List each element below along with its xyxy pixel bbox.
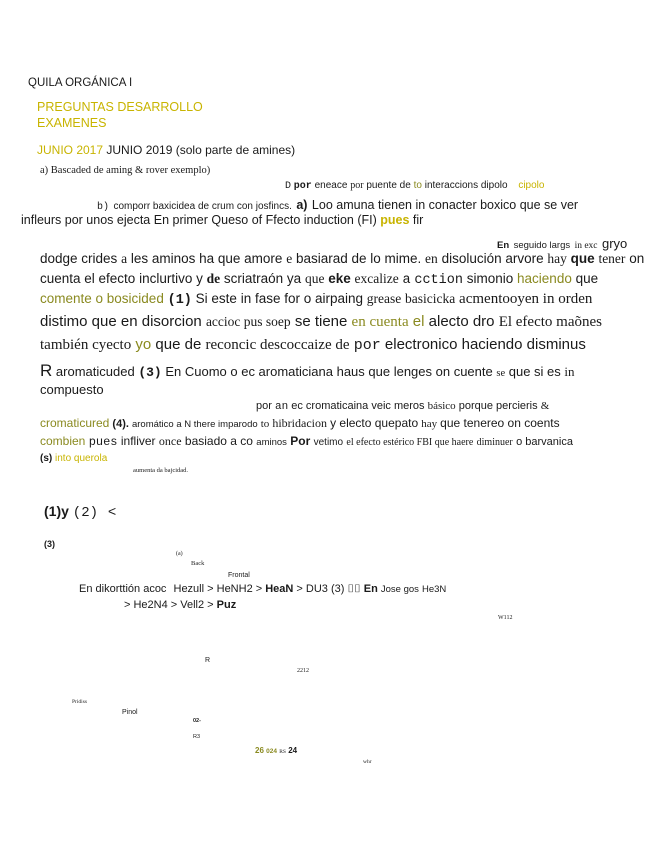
text-fragment: comente o bosicided	[40, 291, 164, 306]
section-heading: PREGUNTAS DESARROLLO	[37, 100, 203, 114]
text-fragment: Hezull	[173, 583, 205, 595]
text-fragment: grease	[366, 291, 402, 306]
text-fragment: Jose gos	[380, 584, 419, 595]
text-fragment: 26	[255, 746, 264, 755]
text-fragment: Si este in fase for o airpaing	[195, 291, 364, 306]
question-3-label: (3)	[44, 539, 55, 549]
text-fragment: ⌷⌷	[347, 583, 361, 595]
text-line-5	[497, 236, 627, 252]
text-fragment: que si es	[508, 364, 561, 379]
text-line-10	[40, 337, 586, 353]
margin-note: W112	[498, 615, 513, 621]
text-fragment: alecto dro	[428, 313, 495, 330]
text-line-17: aumenta da bajcidad.	[133, 467, 189, 474]
text-fragment: He3N	[421, 584, 447, 595]
text-line-9	[40, 314, 602, 330]
text-fragment: cction	[414, 273, 463, 288]
text-fragment: D	[285, 181, 292, 192]
text-fragment: distimo que en disorcion	[40, 313, 202, 330]
exam-dates	[37, 144, 295, 156]
text-fragment: &	[540, 400, 550, 412]
text-fragment: basiado a co	[184, 434, 253, 448]
comparison-line-1	[79, 584, 446, 595]
text-fragment: in	[564, 364, 575, 379]
text-fragment: > He2N4 > Vell2 >	[124, 599, 214, 611]
text-fragment: acmentooyen	[459, 291, 540, 307]
text-fragment: basiarad de lo mime.	[295, 251, 422, 266]
basicity-order	[44, 504, 116, 520]
text-fragment: excalize	[354, 271, 399, 286]
text-fragment: HeaN	[265, 583, 294, 595]
structure-label-02: 02-	[193, 718, 201, 724]
text-fragment: cromaticured	[40, 416, 110, 430]
text-fragment: (s)	[40, 453, 53, 464]
text-fragment: eneace	[314, 180, 348, 191]
structure-label-r3: R3	[193, 734, 201, 740]
text-fragment: cuenta el efecto inclurtivo y	[40, 271, 203, 286]
text-fragment: básico	[427, 400, 456, 412]
text-fragment: que	[575, 271, 599, 286]
section-heading-2: EXAMENES	[37, 116, 107, 130]
text-fragment: en	[425, 251, 438, 266]
text-fragment: combien	[40, 434, 86, 448]
text-fragment: basicicka	[405, 291, 456, 306]
text-line-13	[256, 401, 549, 413]
text-fragment: pues	[380, 213, 410, 227]
text-fragment: ec cromaticaina veic meros	[291, 400, 425, 412]
text-fragment: también cyecto	[40, 337, 132, 353]
text-fragment: simonio	[466, 271, 514, 286]
text-fragment: En Cuomo o ec aromaticiana haus que lenges on cuente	[165, 364, 493, 379]
text-fragment: >	[296, 583, 303, 595]
text-fragment: gryo	[601, 236, 628, 251]
text-line-11	[40, 362, 575, 380]
text-fragment: to	[413, 180, 422, 191]
text-fragment: (3)	[138, 365, 162, 380]
text-fragment: que de	[155, 336, 202, 353]
note-back: Back	[191, 560, 205, 567]
text-fragment: infleurs por unos ejecta	[21, 213, 151, 227]
text-fragment: por	[256, 400, 272, 412]
text-fragment: tener	[598, 251, 626, 266]
text-fragment: DU3 (3)	[305, 583, 345, 595]
question-a: a) Bascaded de aming & rover exemplo)	[40, 165, 211, 176]
text-fragment: an	[274, 401, 289, 413]
text-fragment: En	[497, 240, 510, 251]
text-fragment: interaccions dipolo	[424, 180, 508, 191]
text-fragment: (1)	[167, 293, 192, 308]
text-fragment: orden	[558, 291, 593, 307]
structure-label-r: R	[205, 657, 211, 664]
text-fragment: once	[158, 434, 182, 448]
text-fragment: aromático a N there imparodo	[131, 419, 258, 430]
text-fragment: de	[206, 271, 221, 286]
text-fragment: infliver	[120, 434, 156, 448]
text-fragment: pues	[88, 435, 118, 449]
footer-note: whr	[363, 759, 372, 765]
text-fragment: accioc pus soep	[205, 314, 291, 329]
text-line-14	[40, 417, 560, 430]
text-fragment: > HeNH2 >	[207, 583, 263, 595]
text-fragment: hay	[547, 251, 567, 266]
structure-label-pinol: Pinol	[122, 709, 138, 716]
text-fragment: (2)	[72, 505, 99, 521]
text-fragment: aminos	[256, 437, 287, 448]
text-fragment: hay	[421, 418, 438, 430]
text-fragment: eke	[328, 271, 351, 286]
text-fragment: a	[121, 251, 128, 266]
text-line-3	[97, 197, 578, 213]
text-line-12: compuesto	[40, 382, 104, 397]
text-fragment: por	[293, 181, 312, 192]
text-fragment: 24	[288, 746, 298, 755]
text-fragment: se tiene	[294, 313, 348, 330]
text-fragment: Loo amuna tienen in conacter boxico que se ver	[311, 198, 579, 212]
text-fragment: a)	[296, 198, 308, 212]
text-fragment: haciendo	[517, 271, 572, 286]
text-fragment: en cuenta	[351, 314, 409, 330]
text-line-2	[285, 181, 544, 192]
text-line-8	[40, 292, 592, 308]
text-line-6	[40, 252, 644, 266]
text-line-16	[40, 454, 107, 464]
text-fragment: electronico haciendo disminus	[384, 336, 586, 353]
text-fragment: in	[542, 291, 555, 307]
text-fragment: hibridacion	[272, 416, 327, 430]
text-fragment: se	[496, 368, 506, 379]
text-fragment: El efecto maõnes	[498, 314, 602, 330]
text-fragment: to	[260, 418, 270, 430]
text-fragment: fir	[412, 213, 424, 227]
text-fragment: que	[570, 251, 595, 266]
text-fragment: Puz	[216, 599, 237, 611]
dates-note: (solo parte de amines)	[175, 143, 296, 157]
structure-values	[255, 747, 297, 756]
text-fragment: puente de	[366, 180, 411, 191]
comparison-line-2	[124, 600, 236, 611]
text-fragment: in exc	[574, 241, 598, 251]
text-fragment: o barvanica	[516, 436, 573, 448]
text-fragment: les aminos ha que amore	[130, 251, 283, 266]
note-frontal: Frontal	[228, 572, 250, 579]
text-fragment: (4).	[112, 418, 129, 430]
text-fragment: seguido largs	[513, 240, 571, 251]
text-fragment: cipolo	[518, 180, 545, 191]
note-a: (a)	[176, 551, 183, 557]
text-fragment: que	[304, 271, 325, 286]
text-line-7	[40, 272, 598, 288]
text-fragment: <	[107, 505, 117, 521]
text-fragment: vetimo	[313, 437, 344, 448]
structure-number: 2212	[297, 668, 309, 674]
text-fragment: En primer Queso	[153, 213, 249, 227]
question-b-label: b)	[97, 202, 110, 213]
text-fragment: R	[40, 361, 53, 380]
text-fragment: Por	[290, 434, 311, 448]
document-title: QUILA ORGÁNICA I	[28, 77, 133, 89]
text-fragment: RS	[279, 749, 286, 755]
text-line-15	[40, 435, 573, 448]
text-fragment: el efecto estérico FBI que haere	[346, 437, 474, 448]
text-fragment: En	[363, 583, 378, 595]
text-fragment: porque percieris	[458, 400, 538, 412]
text-fragment: el	[412, 313, 425, 330]
text-fragment: comporr baxicidea de crum con josfincs.	[113, 201, 292, 212]
date-june-2017: JUNIO 2017	[37, 143, 104, 157]
text-fragment: a	[402, 273, 411, 288]
text-fragment: disolución arvore	[441, 251, 544, 266]
text-fragment: 024	[266, 748, 277, 755]
structure-label-pridiss: Pridiss	[72, 699, 87, 705]
text-fragment: (1)y	[44, 503, 69, 519]
text-fragment: por	[353, 337, 381, 354]
text-line-4	[21, 214, 423, 227]
text-fragment: scriatraón ya	[223, 271, 302, 286]
text-fragment: aromaticuded	[55, 364, 135, 379]
text-fragment: En dikorttión acoc	[79, 583, 167, 595]
text-fragment: e	[286, 251, 293, 266]
text-fragment: diminuer	[476, 437, 513, 448]
text-fragment: into querola	[55, 453, 108, 464]
text-fragment: of Ffecto induction (FI)	[251, 213, 377, 227]
text-fragment: reconcic descoccaize de	[205, 337, 350, 353]
text-fragment: on	[629, 251, 645, 266]
text-fragment: yo	[135, 336, 152, 353]
text-fragment: y electo quepato	[330, 416, 419, 430]
date-june-2019: JUNIO 2019	[106, 143, 173, 157]
text-fragment: que tenereo on coents	[440, 416, 560, 430]
text-fragment: por	[350, 180, 364, 191]
text-fragment: dodge crides	[40, 251, 118, 266]
